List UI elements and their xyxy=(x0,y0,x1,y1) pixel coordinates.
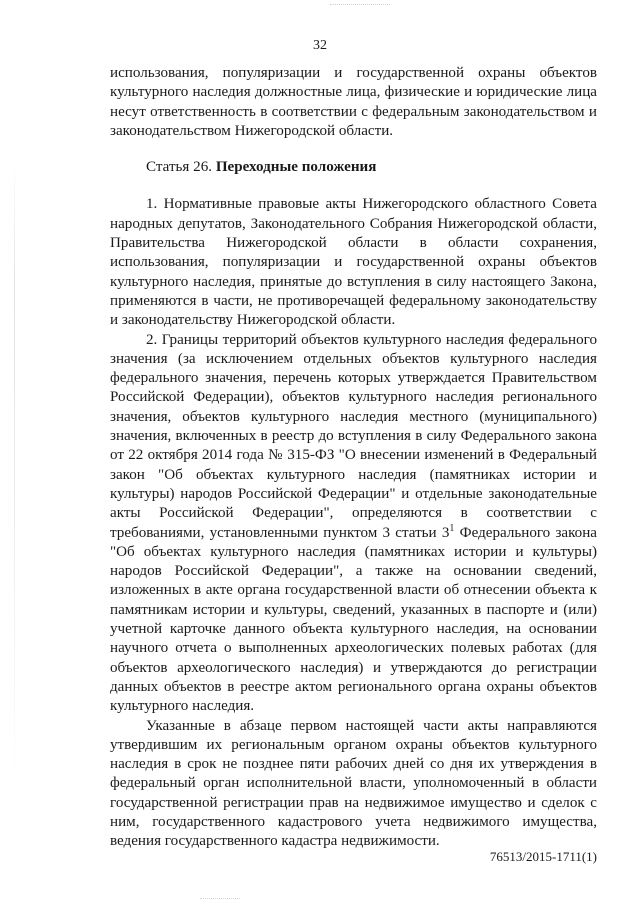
article-title: Переходные положения xyxy=(215,159,377,176)
document-body xyxy=(110,64,597,852)
document-id: 76513/2015-1711(1) xyxy=(489,849,597,864)
article-prefix: Статья 26. xyxy=(146,159,213,176)
article-paragraph-3: Указанные в абзаце первом настоящей части акты направляются утвердившим их региональным органом охраны объектов культурного наследия в срок не позднее пяти рабочих дней со дня их утверждения в федеральный орган исполнительной власти, уполномоченный в области государственной регистрации прав на недвижимое имущество и сделок с ним, государственного кадастрового учета недвижимого имущества, ведения государственного кадастра недвижимости. xyxy=(110,717,597,850)
paragraph-2-text-end: Федерального закона "Об объектах культурного наследия (памятниках истории и культуры) народов Российской Федерации", а также на основании сведений, изложенных в акте органа государственной власти об отнесении объекта к памятникам истории и культуры, сведений, указанных в паспорте и (или) учетной карточке данного объекта культурного наследия, на основании научного отчета о выполненных археологических полевых работах (для объектов археологического наследия) и утверждаются до регистрации данных объектов в реестре актом регионального органа охраны объектов культурного наследия. xyxy=(110,524,598,715)
scan-artifact-top xyxy=(330,4,390,11)
scan-artifact-bottom xyxy=(200,898,240,902)
article-number-superscript: 1 xyxy=(449,522,455,534)
article-heading xyxy=(110,158,597,177)
article-paragraph-1: 1. Нормативные правовые акты Нижегородского областного Совета народных депутатов, Законодательного Собрания Нижегородской области, Правительства Нижегородской области в области сохранения, использования, популяризации и государственной охраны объектов культурного наследия, принятые до вступления в силу настоящего Закона, применяются в части, не противоречащей федеральному законодательству и законодательству Нижегородской области. xyxy=(110,196,597,329)
paragraph-2-text-start: 2. Границы территорий объектов культурного наследия федерального значения (за исключением отдельных объектов культурного наследия федерального значения, перечень которых утверждается Правительством Российской Федерации), объектов культурного наследия регионального значения, объектов культурного наследия местного (муниципального) значения, включенных в реестр до вступления в силу Федерального закона от 22 октября 2014 года № 315-ФЗ "О внесении изменений в Федеральный закон "Об объектах культурного наследия (памятниках истории и культуры) народов Российской Федерации" и отдельные законодательные акты Российской Федерации", определяются в соответствии с требованиями, установленными пунктом 3 статьи 3 xyxy=(110,331,597,541)
page-number: 32 xyxy=(313,38,327,53)
intro-paragraph: использования, популяризации и государственной охраны объектов культурного наследия должностные лица, физические и юридические лица несут ответственность в соответствии с федеральным законодательством и законодательством Нижегородской области. xyxy=(110,65,597,139)
spacer xyxy=(110,141,597,158)
article-paragraph-2 xyxy=(110,331,597,717)
scan-artifact-left-edge xyxy=(14,160,15,800)
spacer xyxy=(110,177,597,195)
